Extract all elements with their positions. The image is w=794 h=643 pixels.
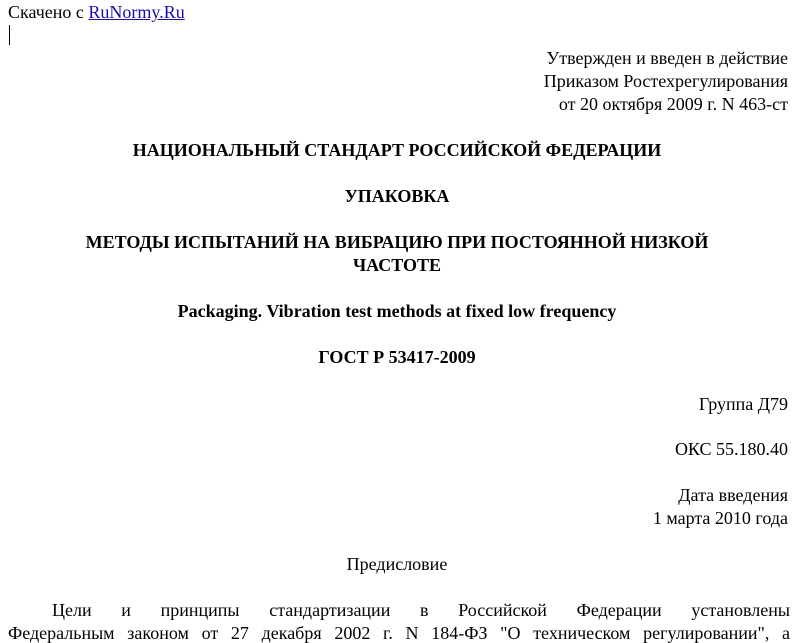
- introduction-date-block: [653, 484, 788, 530]
- methods-title-line-1: МЕТОДЫ ИСПЫТАНИЙ НА ВИБРАЦИЮ ПРИ ПОСТОЯННОЙ НИЗКОЙ: [85, 232, 709, 252]
- approval-line-2: Приказом Ростехрегулирования: [543, 71, 788, 91]
- foreword-paragraph: [8, 599, 790, 643]
- foreword-line-2: Федеральным законом от 27 декабря 2002 г. N 184-ФЗ "О техническом регулировании", а: [8, 623, 790, 643]
- approval-block: [544, 47, 788, 116]
- english-title: Packaging. Vibration test methods at fixed low frequency: [177, 301, 617, 321]
- approval-line-1: Утвержден и введен в действие: [546, 48, 788, 68]
- introduction-date: 1 марта 2010 года: [652, 508, 788, 528]
- methods-title: [0, 231, 794, 277]
- methods-title-line-2: ЧАСТОТЕ: [352, 255, 442, 275]
- foreword-line-1: Цели и принципы стандартизации в Российской Федерации установлены: [52, 600, 790, 620]
- subject-title: УПАКОВКА: [344, 186, 450, 206]
- source-link[interactable]: RuNormy.Ru: [88, 2, 185, 22]
- oks-code: ОКС 55.180.40: [674, 439, 788, 459]
- introduction-label: Дата введения: [678, 485, 788, 505]
- text-cursor: [9, 25, 10, 45]
- approval-line-3: от 20 октября 2009 г. N 463-ст: [558, 94, 788, 114]
- national-standard-title: НАЦИОНАЛЬНЫЙ СТАНДАРТ РОССИЙСКОЙ ФЕДЕРАЦИИ: [132, 140, 662, 160]
- standard-number: ГОСТ Р 53417-2009: [318, 347, 476, 367]
- source-prefix: Скачено с: [8, 2, 89, 22]
- source-line: [8, 2, 185, 23]
- group-code: Группа Д79: [698, 394, 788, 414]
- foreword-heading: Предисловие: [346, 554, 448, 574]
